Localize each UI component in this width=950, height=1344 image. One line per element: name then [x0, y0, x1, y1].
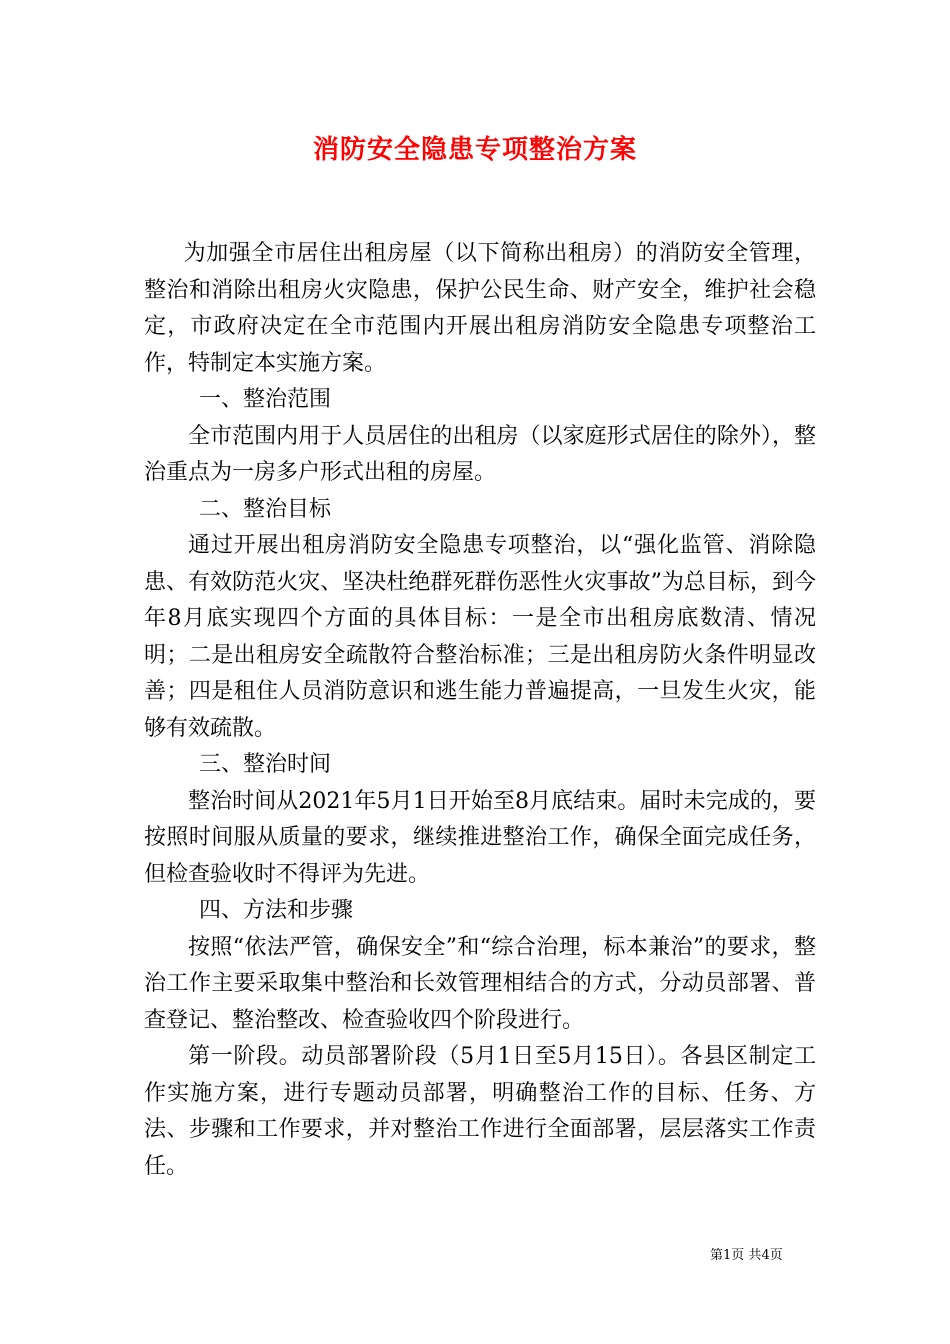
footer-current-page: 1 [723, 1248, 732, 1263]
section-heading-scope: 一、整治范围 [199, 387, 332, 412]
document-body [144, 236, 816, 1185]
footer-total-pages: 4 [761, 1248, 770, 1263]
footer-middle: 页 共 [731, 1248, 762, 1263]
section-heading-methods: 四、方法和步骤 [199, 898, 354, 923]
document-title: 消防安全隐患专项整治方案 [312, 135, 637, 165]
time-paragraph: 整治时间从2021年5月1日开始至8月底结束。届时未完成的，要按照时间服从质量的要求，继续推进整治工作，确保全面完成任务，但检查验收时不得评为先进。 [144, 788, 816, 887]
phase-one-paragraph: 第一阶段。动员部署阶段（5月1日至5月15日）。各县区制定工作实施方案，进行专题动员部署，明确整治工作的目标、任务、方法、步骤和工作要求，并对整治工作进行全面部署，层层落实工作责任。 [144, 1044, 816, 1179]
intro-paragraph: 为加强全市居住出租房屋（以下简称出租房）的消防安全管理，整治和消除出租房火灾隐患，保护公民生命、财产安全，维护社会稳定，市政府决定在全市范围内开展出租房消防安全隐患专项整治工作，特制定本实施方案。 [144, 241, 816, 376]
page-number-footer [710, 1247, 783, 1265]
goals-paragraph: 通过开展出租房消防安全隐患专项整治，以“强化监管、消除隐患、有效防范火灾、坚决杜绝群死群伤恶性火灾事故”为总目标，到今年8月底实现四个方面的具体目标：一是全市出租房底数清、情况明；二是出租房安全疏散符合整治标准；三是出租房防火条件明显改善；四是租住人员消防意识和逃生能力普遍提高，一旦发生火灾，能够有效疏散。 [144, 533, 816, 741]
section-heading-time: 三、整治时间 [199, 752, 332, 777]
scope-paragraph: 全市范围内用于人员居住的出租房（以家庭形式居住的除外），整治重点为一房多户形式出租的房屋。 [144, 423, 816, 485]
section-heading-goals: 二、整治目标 [199, 496, 332, 522]
methods-paragraph: 按照“依法严管，确保安全”和“综合治理，标本兼治”的要求，整治工作主要采取集中整治和长效管理相结合的方式，分动员部署、普查登记、整治整改、检查验收四个阶段进行。 [144, 934, 816, 1033]
footer-suffix: 页 [769, 1248, 783, 1263]
footer-prefix: 第 [710, 1248, 724, 1263]
